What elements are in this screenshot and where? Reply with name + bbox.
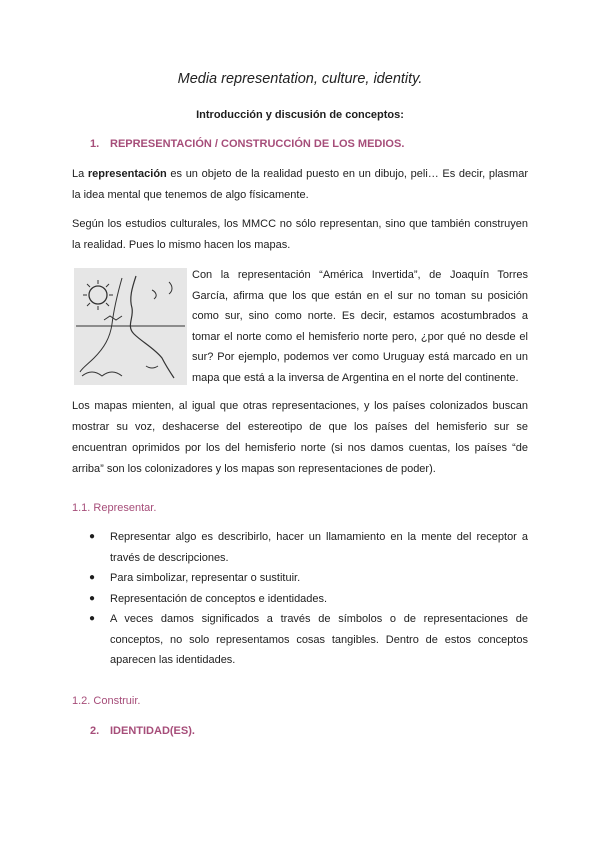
section-1-heading — [90, 138, 404, 150]
paragraph-cultural-studies: Según los estudios culturales, los MMCC no sólo representan, sino que también construyen la realidad. Pues lo mismo hacen los mapas. — [72, 218, 528, 251]
list-item — [86, 568, 528, 589]
bullet-icon: ● — [89, 592, 96, 604]
section-2-heading — [90, 725, 195, 737]
paragraph-representation-term: representación — [87, 168, 167, 180]
section-1-number: 1. — [90, 138, 100, 150]
list-item-text: Representar algo es describirlo, hacer un llamamiento en la mente del receptor a través de descripciones. — [110, 531, 528, 564]
list-item — [86, 589, 528, 610]
paragraph-maps-lie: Los mapas mienten, al igual que otras representaciones, y los países colonizados buscan mostrar su voz, deshacerse del estereotipo de que los países del hemisferio sur se encuentran oprimidos por los del hemisferio norte (si nos damos cuentas, los países “de arriba” son los colonizadores y los mapas son representaciones de poder). — [72, 400, 528, 475]
map-description-text: Con la representación “América Invertida”, de Joaquín Torres García, afirma que los que están en el sur no toman su posición como sur, sino como norte. Es decir, estamos acostumbrados a tomar el norte como el hemisferio norte pero, ¿por qué no desde el sur? Por ejemplo, podemos ver como Uruguay está marcado en un mapa que está a la inversa de Argentina en el norte del continente. — [192, 269, 528, 384]
list-item — [86, 527, 528, 568]
representar-bullet-list — [86, 527, 528, 671]
bullet-icon: ● — [89, 531, 96, 542]
bullet-icon: ● — [89, 572, 96, 583]
section-2-number: 2. — [90, 725, 100, 737]
inverted-map-drawing — [74, 268, 187, 385]
list-item-text: Representación de conceptos e identidades. — [110, 592, 328, 605]
section-2-title: IDENTIDAD(ES). — [110, 725, 195, 737]
document-subtitle: Introducción y discusión de conceptos: — [196, 109, 404, 121]
subsection-construir: 1.2. Construir. — [72, 695, 141, 707]
list-item-text: A veces damos significados a través de símbolos o de representaciones de conceptos, no solo representamos cosas tangibles. Dentro de estos conceptos aparecen las identidades. — [110, 613, 528, 666]
subsection-representar: 1.1. Representar. — [72, 502, 157, 514]
list-item-text: Para simbolizar, representar o sustituir. — [110, 572, 301, 584]
bullet-icon: ● — [89, 613, 96, 624]
list-item — [86, 609, 528, 671]
america-invertida-image — [74, 268, 187, 385]
document-title: Media representation, culture, identity. — [177, 71, 423, 87]
section-1-title: REPRESENTACIÓN / CONSTRUCCIÓN DE LOS MEDIOS. — [110, 138, 405, 150]
paragraph-representation-rest: es un objeto de la realidad puesto en un dibujo, peli… Es decir, plasmar la idea mental que tenemos de algo físicamente. — [72, 168, 528, 201]
paragraph-representation — [72, 164, 528, 206]
paragraph-representation-prefix: La — [72, 168, 88, 180]
